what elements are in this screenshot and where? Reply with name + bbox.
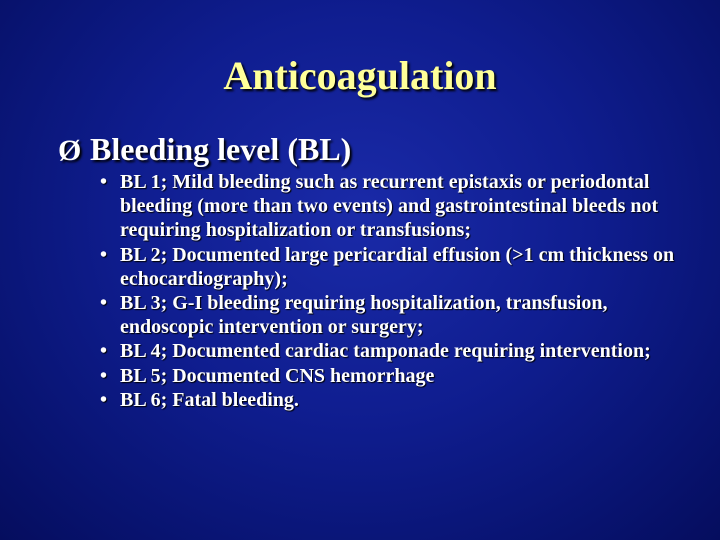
bullet-icon: •	[100, 171, 108, 193]
list-item-text: BL 4; Documented cardiac tamponade requiring intervention;	[120, 340, 651, 363]
list-item-bl1	[100, 170, 680, 243]
list-item-bl6	[100, 388, 680, 412]
bullet-icon: •	[100, 243, 108, 266]
list-item-text: BL 2; Documented large pericardial effusion (>1 cm thickness on echocardiography);	[120, 243, 675, 290]
heading-text: Bleeding level (BL)	[90, 131, 352, 167]
list-item-bl2	[100, 243, 680, 291]
bullet-icon: •	[100, 292, 108, 315]
list-item-bl5	[100, 364, 680, 388]
bullet-icon: •	[100, 388, 108, 411]
arrow-bullet-icon: Ø	[58, 134, 82, 167]
list-item-bl4	[100, 339, 680, 363]
list-item-bl3	[100, 291, 680, 339]
slide-title: Anticoagulation	[223, 53, 497, 98]
bleeding-level-list	[100, 170, 680, 412]
list-item-text: BL 1; Mild bleeding such as recurrent epistaxis or periodontal bleeding (more than two events) and gastrointestinal bleeds not requiring hospitalization or transfusions;	[120, 171, 659, 242]
bleeding-level-heading	[58, 129, 351, 171]
list-item-text: BL 3; G-I bleeding requiring hospitalization, transfusion, endoscopic intervention or surgery;	[120, 292, 608, 339]
bullet-icon: •	[100, 364, 108, 387]
list-item-text: BL 6; Fatal bleeding.	[120, 388, 299, 411]
list-item-text: BL 5; Documented CNS hemorrhage	[120, 364, 435, 387]
bullet-icon: •	[100, 340, 108, 363]
